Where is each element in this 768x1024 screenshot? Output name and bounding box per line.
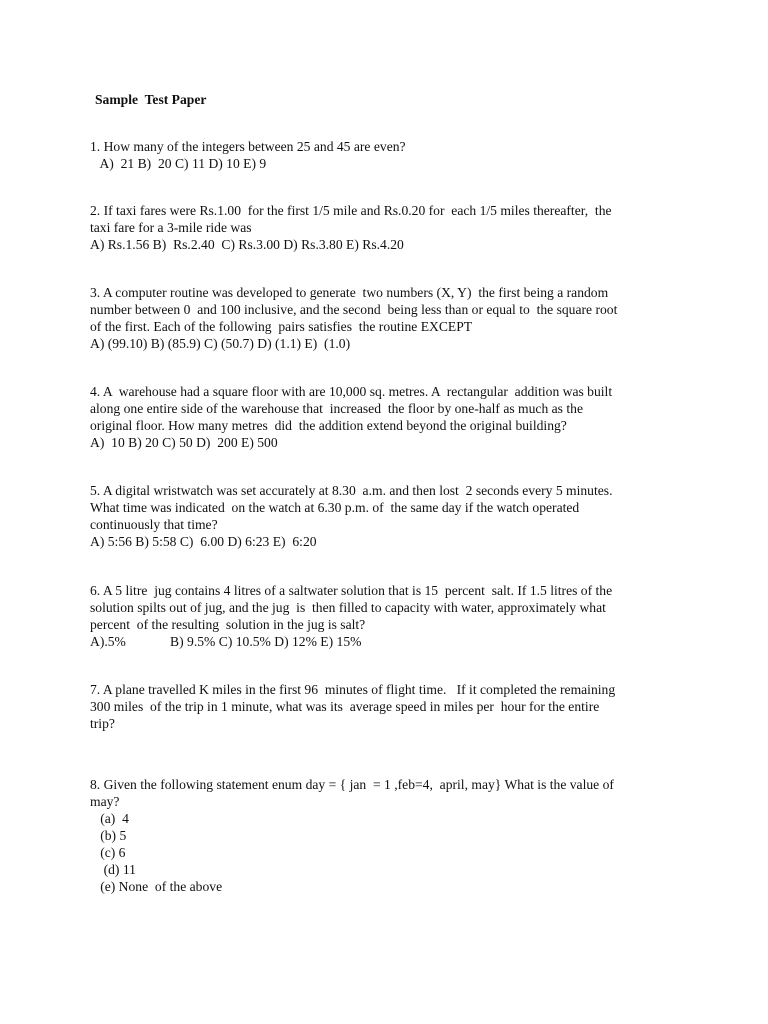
question-text: taxi fare for a 3-mile ride was — [90, 220, 252, 235]
question-8 — [90, 776, 690, 895]
answer-option: (e) None of the above — [90, 879, 223, 894]
question-4 — [90, 383, 690, 451]
question-text: 3. A computer routine was developed to generate two numbers (X, Y) the first being a random — [90, 285, 609, 300]
answer-option: (a) 4 — [90, 811, 129, 826]
answer-option: (b) 5 — [90, 828, 127, 843]
question-text: number between 0 and 100 inclusive, and the second being less than or equal to the square root — [90, 302, 618, 317]
answer-options: A) 5:56 B) 5:58 C) 6.00 D) 6:23 E) 6:20 — [90, 534, 317, 549]
question-text: trip? — [90, 716, 115, 731]
question-6 — [90, 582, 690, 650]
question-text: percent of the resulting solution in the jug is salt? — [90, 617, 366, 632]
question-7 — [90, 681, 690, 732]
answer-options: A) 21 B) 20 C) 11 D) 10 E) 9 — [90, 156, 267, 171]
question-text: may? — [90, 794, 120, 809]
question-text: 4. A warehouse had a square floor with are 10,000 sq. metres. A rectangular addition was built — [90, 384, 613, 399]
question-3 — [90, 284, 690, 352]
question-1 — [90, 138, 690, 172]
question-5 — [90, 482, 690, 550]
question-text: 6. A 5 litre jug contains 4 litres of a saltwater solution that is 15 percent salt. If 1.5 litres of the — [90, 583, 613, 598]
answer-options: A) Rs.1.56 B) Rs.2.40 C) Rs.3.00 D) Rs.3.80 E) Rs.4.20 — [90, 237, 404, 252]
question-text: 2. If taxi fares were Rs.1.00 for the first 1/5 mile and Rs.0.20 for each 1/5 miles thereafter, the — [90, 203, 612, 218]
question-text: 7. A plane travelled K miles in the first 96 minutes of flight time. If it completed the remaining — [90, 682, 616, 697]
question-2 — [90, 202, 690, 253]
question-text: 8. Given the following statement enum day = { jan = 1 ,feb=4, april, may} What is the value of — [90, 777, 614, 792]
question-text: along one entire side of the warehouse that increased the floor by one-half as much as the — [90, 401, 583, 416]
question-text: 1. How many of the integers between 25 and 45 are even? — [90, 139, 406, 154]
question-text: continuously that time? — [90, 517, 218, 532]
answer-options: A).5% B) 9.5% C) 10.5% D) 12% E) 15% — [90, 634, 362, 649]
answer-options: A) (99.10) B) (85.9) C) (50.7) D) (1.1) E) (1.0) — [90, 336, 351, 351]
question-text: 300 miles of the trip in 1 minute, what was its average speed in miles per hour for the entire — [90, 699, 600, 714]
question-text: of the first. Each of the following pairs satisfies the routine EXCEPT — [90, 319, 473, 334]
question-text: solution spilts out of jug, and the jug is then filled to capacity with water, approximately what — [90, 600, 606, 615]
question-text: original floor. How many metres did the addition extend beyond the original building? — [90, 418, 567, 433]
answer-option: (d) 11 — [90, 862, 136, 877]
answer-options: A) 10 B) 20 C) 50 D) 200 E) 500 — [90, 435, 278, 450]
page-title: Sample Test Paper — [95, 92, 207, 107]
answer-option: (c) 6 — [90, 845, 126, 860]
question-text: 5. A digital wristwatch was set accurately at 8.30 a.m. and then lost 2 seconds every 5 minutes. — [90, 483, 613, 498]
question-text: What time was indicated on the watch at 6.30 p.m. of the same day if the watch operated — [90, 500, 580, 515]
